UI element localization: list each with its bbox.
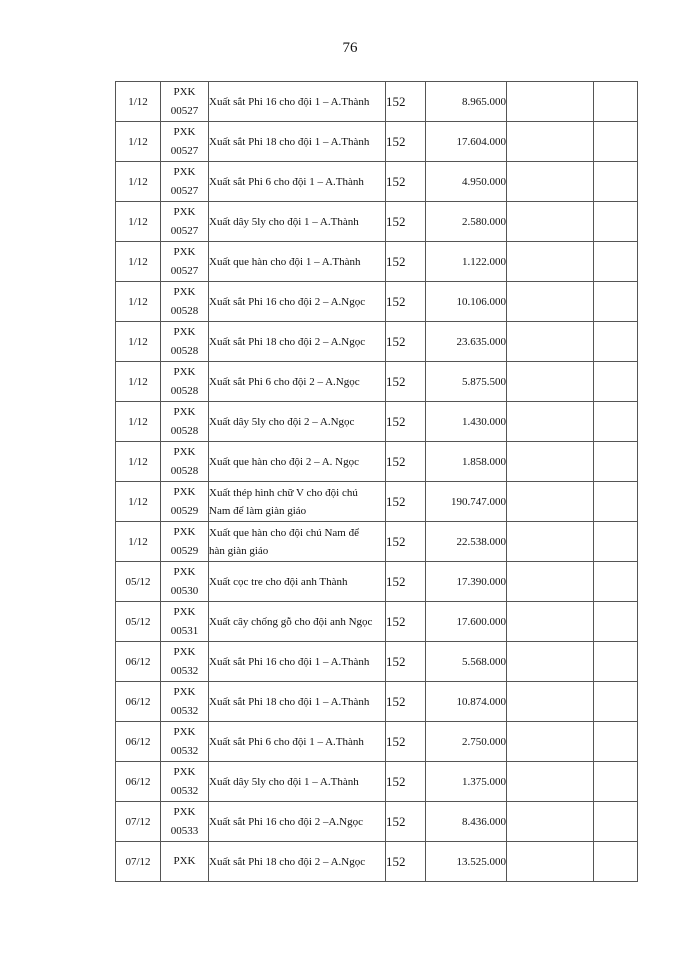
- account-cell: 152: [386, 82, 426, 122]
- date-cell: 1/12: [116, 202, 161, 242]
- date-cell: 1/12: [116, 522, 161, 562]
- description-text: Xuất dây 5ly cho đội 1 – A.Thành: [209, 775, 359, 788]
- table-row: [116, 522, 638, 562]
- voucher-type: PXK: [173, 605, 196, 618]
- table-row: [116, 162, 638, 202]
- amount-cell: 1.122.000: [426, 242, 507, 282]
- description-text: Xuất sắt Phi 18 cho đội 2 – A.Ngọc: [209, 335, 366, 348]
- description-cell: [209, 842, 386, 882]
- voucher-number: 00528: [170, 384, 199, 397]
- description-cell: [209, 322, 386, 362]
- description-text: Xuất sắt Phi 16 cho đội 2 – A.Ngọc: [209, 295, 366, 308]
- date-cell: 1/12: [116, 122, 161, 162]
- table-row: [116, 362, 638, 402]
- voucher-cell: [161, 162, 209, 202]
- voucher-number: 00527: [170, 224, 199, 237]
- voucher-number: 00528: [170, 424, 199, 437]
- empty-cell: [594, 522, 638, 562]
- description-text: Xuất dây 5ly cho đội 1 – A.Thành: [209, 215, 359, 228]
- voucher-cell: [161, 282, 209, 322]
- empty-cell: [507, 722, 594, 762]
- description-cell: [209, 762, 386, 802]
- amount-cell: 5.568.000: [426, 642, 507, 682]
- date-cell: 1/12: [116, 402, 161, 442]
- amount-cell: 8.965.000: [426, 82, 507, 122]
- table-row: [116, 802, 638, 842]
- account-cell: 152: [386, 602, 426, 642]
- date-cell: 1/12: [116, 82, 161, 122]
- description-cell: [209, 442, 386, 482]
- empty-cell: [594, 842, 638, 882]
- date-cell: 07/12: [116, 802, 161, 842]
- empty-cell: [594, 762, 638, 802]
- description-cell: [209, 682, 386, 722]
- voucher-number: 00532: [170, 784, 199, 797]
- empty-cell: [507, 162, 594, 202]
- voucher-number: 00528: [170, 464, 199, 477]
- voucher-cell: [161, 242, 209, 282]
- amount-cell: 17.390.000: [426, 562, 507, 602]
- voucher-number: 00532: [170, 704, 199, 717]
- date-cell: 05/12: [116, 602, 161, 642]
- description-text: Xuất thép hình chữ V cho đội chú Nam để làm giàn giáo: [209, 486, 358, 517]
- amount-cell: 13.525.000: [426, 842, 507, 882]
- empty-cell: [594, 322, 638, 362]
- empty-cell: [507, 322, 594, 362]
- description-text: Xuất sắt Phi 18 cho đội 2 – A.Ngọc: [209, 855, 366, 868]
- table-row: [116, 242, 638, 282]
- voucher-cell: [161, 322, 209, 362]
- empty-cell: [594, 362, 638, 402]
- description-text: Xuất sắt Phi 18 cho đội 1 – A.Thành: [209, 135, 370, 148]
- empty-cell: [594, 802, 638, 842]
- empty-cell: [507, 282, 594, 322]
- empty-cell: [594, 162, 638, 202]
- date-cell: 1/12: [116, 482, 161, 522]
- description-text: Xuất cây chống gỗ cho đội anh Ngọc: [209, 615, 373, 628]
- empty-cell: [594, 242, 638, 282]
- voucher-cell: [161, 802, 209, 842]
- description-text: Xuất sắt Phi 16 cho đội 1 – A.Thành: [209, 655, 370, 668]
- account-cell: 152: [386, 442, 426, 482]
- amount-cell: 1.858.000: [426, 442, 507, 482]
- table-row: [116, 442, 638, 482]
- voucher-type: PXK: [173, 285, 196, 298]
- page-number: 76: [342, 40, 358, 56]
- voucher-type: PXK: [173, 485, 196, 498]
- table-row: [116, 562, 638, 602]
- amount-cell: 1.375.000: [426, 762, 507, 802]
- voucher-number: 00530: [170, 584, 199, 597]
- voucher-type: PXK: [173, 445, 196, 458]
- voucher-type: PXK: [173, 565, 196, 578]
- description-text: Xuất cọc tre cho đội anh Thành: [209, 575, 348, 588]
- account-cell: 152: [386, 642, 426, 682]
- voucher-cell: [161, 642, 209, 682]
- voucher-type: PXK: [173, 365, 196, 378]
- amount-cell: 5.875.500: [426, 362, 507, 402]
- date-cell: 06/12: [116, 642, 161, 682]
- amount-cell: 1.430.000: [426, 402, 507, 442]
- voucher-number: 00531: [170, 624, 199, 637]
- empty-cell: [507, 522, 594, 562]
- account-cell: 152: [386, 322, 426, 362]
- amount-cell: 17.604.000: [426, 122, 507, 162]
- amount-cell: 4.950.000: [426, 162, 507, 202]
- description-cell: [209, 282, 386, 322]
- description-cell: [209, 122, 386, 162]
- date-cell: 1/12: [116, 362, 161, 402]
- account-cell: 152: [386, 762, 426, 802]
- empty-cell: [507, 82, 594, 122]
- voucher-type: PXK: [173, 725, 196, 738]
- date-cell: 06/12: [116, 682, 161, 722]
- voucher-number: 00532: [170, 744, 199, 757]
- table-row: [116, 82, 638, 122]
- description-cell: [209, 202, 386, 242]
- description-text: Xuất sắt Phi 6 cho đội 1 – A.Thành: [209, 735, 364, 748]
- account-cell: 152: [386, 122, 426, 162]
- voucher-type: PXK: [173, 325, 196, 338]
- table-row: [116, 482, 638, 522]
- voucher-number: 00528: [170, 304, 199, 317]
- voucher-type: PXK: [173, 85, 196, 98]
- description-cell: [209, 722, 386, 762]
- voucher-cell: [161, 482, 209, 522]
- voucher-type: PXK: [173, 125, 196, 138]
- account-cell: 152: [386, 242, 426, 282]
- description-cell: [209, 602, 386, 642]
- account-cell: 152: [386, 162, 426, 202]
- empty-cell: [594, 602, 638, 642]
- empty-cell: [507, 642, 594, 682]
- account-cell: 152: [386, 282, 426, 322]
- amount-cell: 23.635.000: [426, 322, 507, 362]
- voucher-number: 00527: [170, 104, 199, 117]
- description-cell: [209, 562, 386, 602]
- voucher-type: PXK: [173, 805, 196, 818]
- account-cell: 152: [386, 802, 426, 842]
- empty-cell: [594, 122, 638, 162]
- table-row: [116, 322, 638, 362]
- voucher-cell: [161, 602, 209, 642]
- table-row: [116, 602, 638, 642]
- empty-cell: [507, 562, 594, 602]
- voucher-type: PXK: [173, 205, 196, 218]
- empty-cell: [594, 82, 638, 122]
- voucher-type: PXK: [173, 855, 196, 867]
- amount-cell: 10.106.000: [426, 282, 507, 322]
- voucher-cell: [161, 722, 209, 762]
- account-cell: 152: [386, 362, 426, 402]
- account-cell: 152: [386, 482, 426, 522]
- empty-cell: [594, 282, 638, 322]
- voucher-cell: [161, 762, 209, 802]
- account-cell: 152: [386, 202, 426, 242]
- table-row: [116, 642, 638, 682]
- table-row: [116, 282, 638, 322]
- voucher-cell: [161, 402, 209, 442]
- voucher-cell: [161, 562, 209, 602]
- date-cell: 1/12: [116, 282, 161, 322]
- empty-cell: [507, 202, 594, 242]
- date-cell: 07/12: [116, 842, 161, 882]
- voucher-number: 00527: [170, 264, 199, 277]
- empty-cell: [594, 562, 638, 602]
- empty-cell: [507, 122, 594, 162]
- account-cell: 152: [386, 842, 426, 882]
- ledger-body: [116, 82, 638, 882]
- description-text: Xuất sắt Phi 16 cho đội 2 –A.Ngọc: [209, 815, 363, 828]
- voucher-number: 00532: [170, 664, 199, 677]
- account-cell: 152: [386, 722, 426, 762]
- voucher-cell: [161, 202, 209, 242]
- description-text: Xuất que hàn cho đội chú Nam để hàn giàn giáo: [209, 526, 359, 557]
- empty-cell: [594, 722, 638, 762]
- empty-cell: [507, 442, 594, 482]
- voucher-number: 00529: [170, 544, 199, 557]
- voucher-number: 00527: [170, 184, 199, 197]
- amount-cell: 22.538.000: [426, 522, 507, 562]
- table-row: [116, 202, 638, 242]
- amount-cell: 190.747.000: [426, 482, 507, 522]
- empty-cell: [507, 402, 594, 442]
- description-cell: [209, 242, 386, 282]
- voucher-type: PXK: [173, 765, 196, 778]
- description-cell: [209, 362, 386, 402]
- empty-cell: [507, 242, 594, 282]
- voucher-number: 00533: [170, 824, 199, 837]
- empty-cell: [507, 802, 594, 842]
- voucher-type: PXK: [173, 525, 196, 538]
- voucher-cell: [161, 442, 209, 482]
- voucher-type: PXK: [173, 685, 196, 698]
- date-cell: 1/12: [116, 162, 161, 202]
- description-text: Xuất que hàn cho đội 1 – A.Thành: [209, 255, 361, 268]
- amount-cell: 8.436.000: [426, 802, 507, 842]
- empty-cell: [594, 442, 638, 482]
- description-cell: [209, 642, 386, 682]
- voucher-cell: [161, 842, 209, 882]
- table-row: [116, 682, 638, 722]
- voucher-number: 00528: [170, 344, 199, 357]
- description-cell: [209, 82, 386, 122]
- table-row: [116, 402, 638, 442]
- voucher-type: PXK: [173, 645, 196, 658]
- account-cell: 152: [386, 562, 426, 602]
- table-row: [116, 842, 638, 882]
- description-text: Xuất que hàn cho đội 2 – A. Ngọc: [209, 455, 359, 468]
- voucher-type: PXK: [173, 245, 196, 258]
- empty-cell: [594, 402, 638, 442]
- description-text: Xuất sắt Phi 16 cho đội 1 – A.Thành: [209, 95, 370, 108]
- voucher-cell: [161, 122, 209, 162]
- table-row: [116, 722, 638, 762]
- date-cell: 06/12: [116, 722, 161, 762]
- date-cell: 06/12: [116, 762, 161, 802]
- voucher-cell: [161, 682, 209, 722]
- amount-cell: 17.600.000: [426, 602, 507, 642]
- date-cell: 1/12: [116, 242, 161, 282]
- voucher-cell: [161, 82, 209, 122]
- description-cell: [209, 522, 386, 562]
- table-row: [116, 122, 638, 162]
- description-text: Xuất sắt Phi 18 cho đội 1 – A.Thành: [209, 695, 370, 708]
- description-text: Xuất dây 5ly cho đội 2 – A.Ngọc: [209, 415, 355, 428]
- empty-cell: [507, 602, 594, 642]
- empty-cell: [507, 842, 594, 882]
- date-cell: 05/12: [116, 562, 161, 602]
- empty-cell: [507, 682, 594, 722]
- date-cell: 1/12: [116, 322, 161, 362]
- empty-cell: [594, 482, 638, 522]
- voucher-type: PXK: [173, 165, 196, 178]
- account-cell: 152: [386, 402, 426, 442]
- amount-cell: 2.580.000: [426, 202, 507, 242]
- table-row: [116, 762, 638, 802]
- description-text: Xuất sắt Phi 6 cho đội 2 – A.Ngọc: [209, 375, 360, 388]
- empty-cell: [507, 762, 594, 802]
- empty-cell: [507, 362, 594, 402]
- description-text: Xuất sắt Phi 6 cho đội 1 – A.Thành: [209, 175, 364, 188]
- voucher-cell: [161, 522, 209, 562]
- account-cell: 152: [386, 682, 426, 722]
- amount-cell: 2.750.000: [426, 722, 507, 762]
- account-cell: 152: [386, 522, 426, 562]
- empty-cell: [594, 682, 638, 722]
- empty-cell: [594, 202, 638, 242]
- voucher-number: 00527: [170, 144, 199, 157]
- description-cell: [209, 402, 386, 442]
- amount-cell: 10.874.000: [426, 682, 507, 722]
- description-cell: [209, 162, 386, 202]
- description-cell: [209, 802, 386, 842]
- ledger-table: [115, 81, 638, 882]
- voucher-number: 00529: [170, 504, 199, 517]
- empty-cell: [507, 482, 594, 522]
- voucher-cell: [161, 362, 209, 402]
- voucher-type: PXK: [173, 405, 196, 418]
- date-cell: 1/12: [116, 442, 161, 482]
- empty-cell: [594, 642, 638, 682]
- description-cell: [209, 482, 386, 522]
